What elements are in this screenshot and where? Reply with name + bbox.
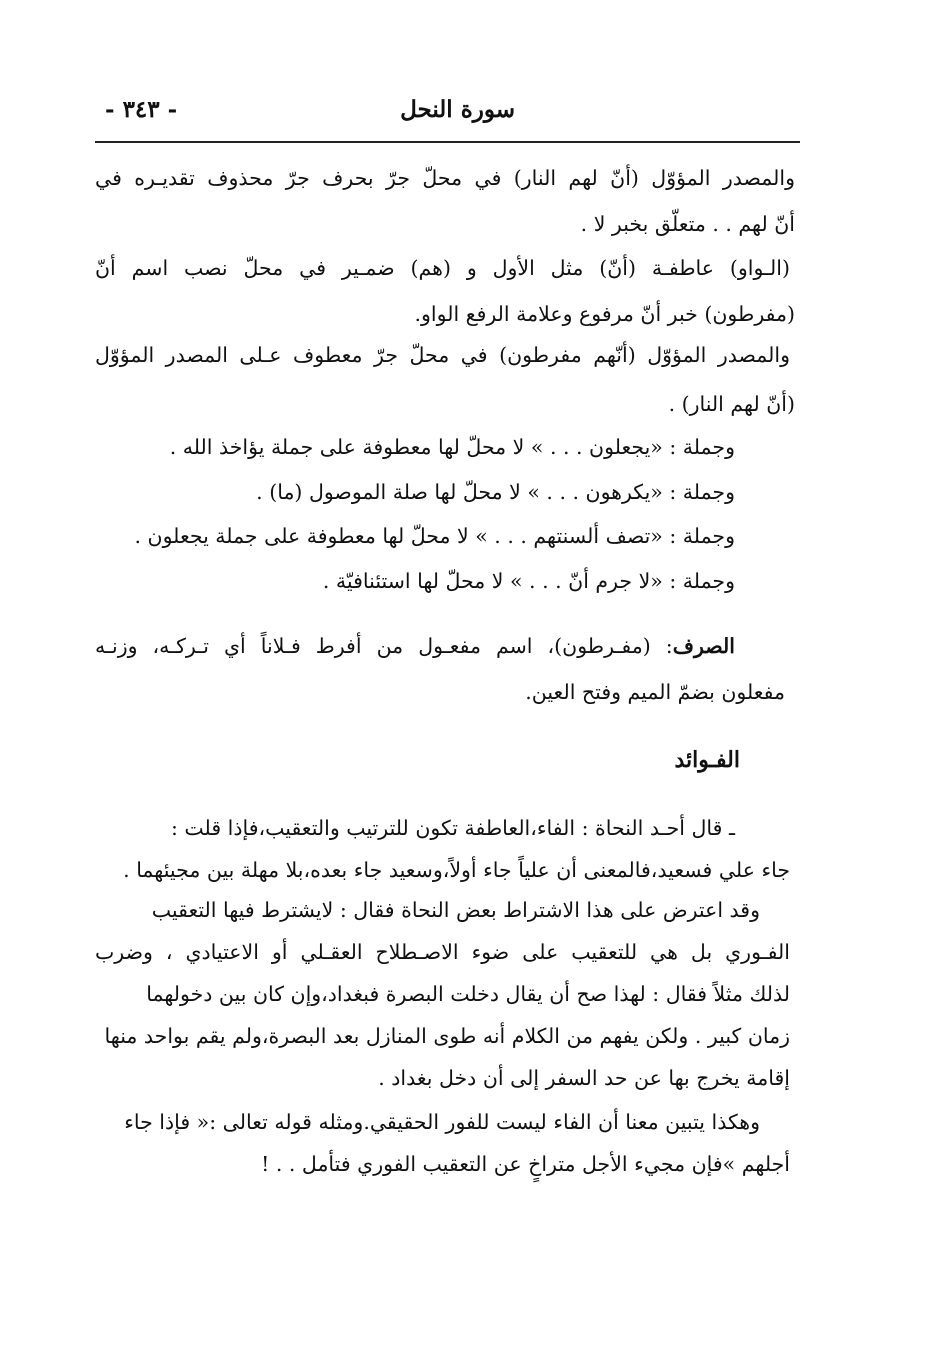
surah-title: سورة النحل [400,96,515,123]
text-line: الفـوري بل هي للتعقيب على ضوء الاصـطلاح العقـلي أو الاعتيادي ، وضرب [95,940,790,964]
text-line: ـ قال أحـد النحاة : الفاء،العاطفة تكون للترتيب والتعقيب،فإذا قلت : [170,816,735,840]
text-line: (أنّ لهم النار) . [668,392,795,416]
text-line: وجملة : «تصف ألسنتهم . . . » لا محلّ لها معطوفة على جملة يجعلون . [134,524,735,548]
text-line: وجملة : «يكرهون . . . » لا محلّ لها صلة الموصول (ما) . [256,480,735,504]
text-line: والمصدر المؤوّل (أنّهم مفرطون) في محلّ جرّ معطوف عـلى المصدر المؤوّل [95,343,790,367]
page-number: - ٣٤٣ - [105,96,178,123]
text-line: لذلك مثلاً فقال : لهذا صح أن يقال دخلت البصرة فبغداد،وإن كان بين دخولهما [146,982,790,1006]
fawaid-heading: الفـوائد [674,747,740,773]
text-line: وجملة : «يجعلون . . . » لا محلّ لها معطوفة على جملة يؤاخذ الله . [169,435,735,459]
text-line: زمان كبير . ولكن يفهم من الكلام أنه طوى المنازل بعد البصرة،ولم يقم بواحد منها [104,1024,790,1048]
sarf-text: : (مفـرطون)، اسم مفعـول من أفرط فـلاناً أي تـركـه، وزنـه [95,634,673,658]
text-line: أنّ لهم . . متعلّق بخبر لا . [580,212,795,236]
text-line: وجملة : «لا جرم أنّ . . . » لا محلّ لها استئنافيّة . [322,569,735,593]
header-rule [95,141,800,143]
text-line: أجلهم »فإن مجيء الأجل متراخٍ عن التعقيب الفوري فتأمل . . ! [261,1152,790,1176]
text-line: وهكذا يتبين معنا أن الفاء ليست للفور الحقيقي.ومثله قوله تعالى :« فإذا جاء [124,1110,760,1134]
text-line: وقد اعترض على هذا الاشتراط بعض النحاة فقال : لايشترط فيها التعقيب [151,898,760,922]
text-line: (مفرطون) خبر أنّ مرفوع وعلامة الرفع الواو. [414,302,795,326]
sarf-label: الصرف [672,634,735,658]
text-line: جاء علي فسعيد،فالمعنى أن علياً جاء أولاً،وسعيد جاء بعده،بلا مهلة بين مجيئهما . [123,858,790,882]
page-header [95,92,800,140]
sarf-line [95,634,735,658]
text-line: (الـواو) عاطفـة (أنّ) مثل الأول و (هم) ضمـير في محلّ نصب اسم أنّ [95,256,790,280]
text-line: إقامة يخرج بها عن حد السفر إلى أن دخل بغداد . [378,1066,790,1090]
text-line: والمصدر المؤوّل (أنّ لهم النار) في محلّ جرّ بحرف جرّ محذوف تقديـره في [95,166,795,190]
text-line: مفعلون بضمّ الميم وفتح العين. [525,680,785,704]
